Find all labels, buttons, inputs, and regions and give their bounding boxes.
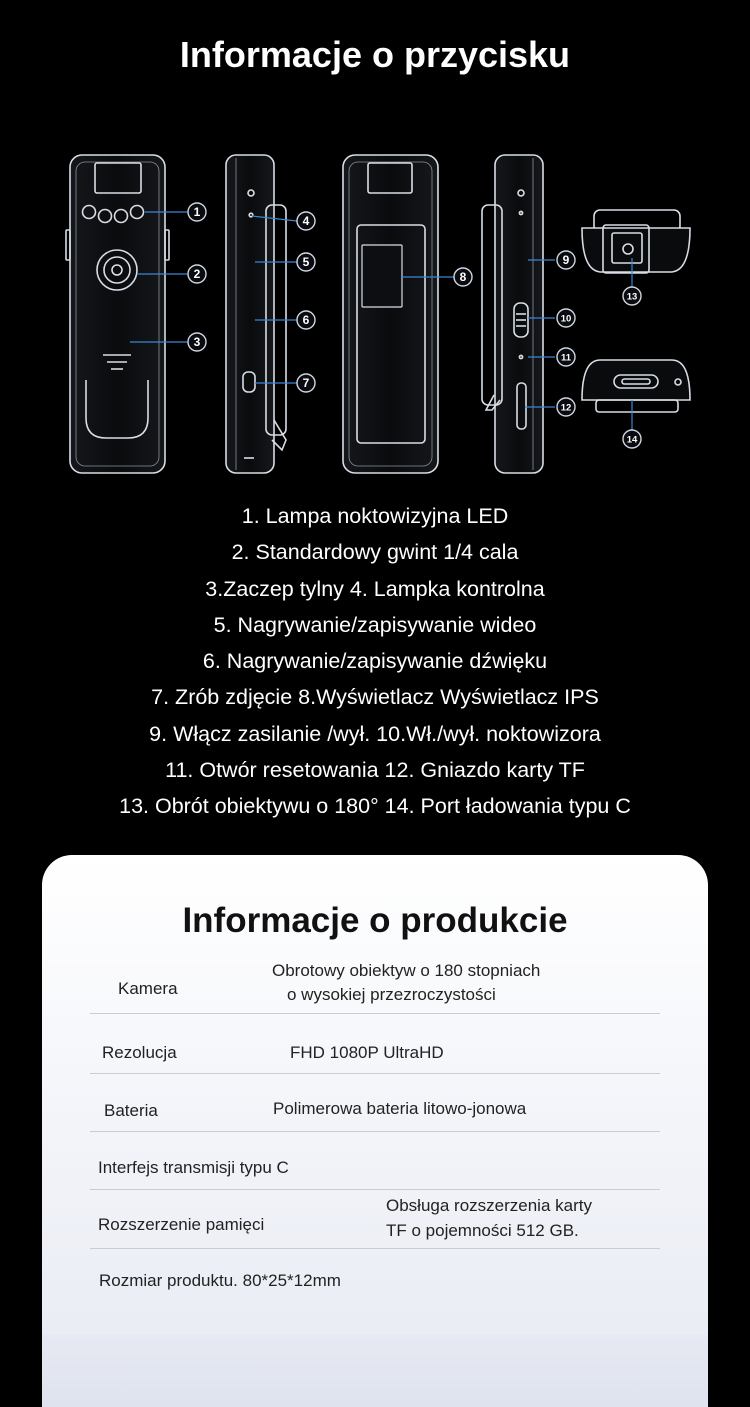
device-side-view-left (226, 155, 286, 473)
legend-line: 9. Włącz zasilanie /wył. 10.Wł./wył. noktowizora (149, 721, 601, 746)
product-info-title: Informacje o produkcie (182, 901, 568, 940)
legend-line: 11. Otwór resetowania 12. Gniazdo karty TF (165, 758, 585, 783)
legend-line: 7. Zrób zdjęcie 8.Wyświetlacz Wyświetlacz IPS (151, 685, 599, 710)
device-top-view (582, 210, 690, 273)
callout-10-label: 10 (560, 313, 572, 325)
spec-divider (90, 1189, 660, 1190)
callout-2-label: 2 (193, 267, 201, 281)
spec-label-size: Rozmiar produktu. 80*25*12mm (99, 1271, 341, 1290)
callout-7-label: 7 (302, 376, 310, 390)
spec-divider (90, 1131, 660, 1132)
spec-value-resolution: FHD 1080P UltraHD (290, 1043, 444, 1062)
callout-9-label: 9 (562, 253, 570, 267)
spec-divider (90, 1013, 660, 1014)
legend-line: 6. Nagrywanie/zapisywanie dźwięku (202, 649, 548, 674)
button-diagram (0, 140, 750, 480)
spec-label-battery: Bateria (104, 1101, 158, 1120)
spec-value-camera-line1: Obrotowy obiektyw o 180 stopniach (272, 961, 541, 980)
callout-5-label: 5 (302, 255, 310, 269)
device-back-view (343, 155, 438, 473)
legend-line: 2. Standardowy gwint 1/4 cala (231, 540, 519, 565)
spec-label-resolution: Rezolucja (102, 1043, 177, 1062)
spec-divider (90, 1248, 660, 1249)
spec-label-camera: Kamera (118, 979, 178, 998)
spec-label-memory: Rozszerzenie pamięci (98, 1215, 265, 1234)
spec-value-memory-line2: TF o pojemności 512 GB. (386, 1221, 579, 1240)
legend-line: 13. Obrót obiektywu o 180° 14. Port ładowania typu C (119, 794, 631, 819)
callout-13-label: 13 (626, 291, 638, 303)
device-bottom-view (582, 360, 690, 412)
callout-1-label: 1 (193, 205, 201, 219)
card-footer-band (42, 1335, 708, 1407)
legend-line: 1. Lampa noktowizyjna LED (241, 504, 509, 528)
legend-line: 5. Nagrywanie/zapisywanie wideo (213, 612, 537, 637)
legend-line: 3.Zaczep tylny 4. Lampka kontrolna (205, 576, 545, 601)
device-side-view-right (482, 155, 543, 473)
callout-14-label: 14 (626, 434, 638, 446)
product-info-card (42, 855, 708, 1407)
callout-12-label: 12 (560, 402, 572, 414)
callout-4-label: 4 (302, 214, 310, 228)
spec-label-interface: Interfejs transmisji typu C (98, 1158, 289, 1177)
callout-6-label: 6 (302, 313, 310, 327)
button-legend (0, 498, 750, 825)
spec-divider (90, 1073, 660, 1074)
callout-3-label: 3 (193, 335, 201, 349)
callout-11-label: 11 (560, 352, 572, 364)
callout-8-label: 8 (459, 270, 467, 284)
page-title: Informacje o przycisku (179, 34, 571, 75)
spec-value-battery: Polimerowa bateria litowo-jonowa (273, 1099, 527, 1118)
spec-value-memory-line1: Obsługa rozszerzenia karty (386, 1196, 592, 1215)
device-front-view (66, 155, 169, 473)
spec-value-camera-line2: o wysokiej przezroczystości (287, 985, 496, 1004)
